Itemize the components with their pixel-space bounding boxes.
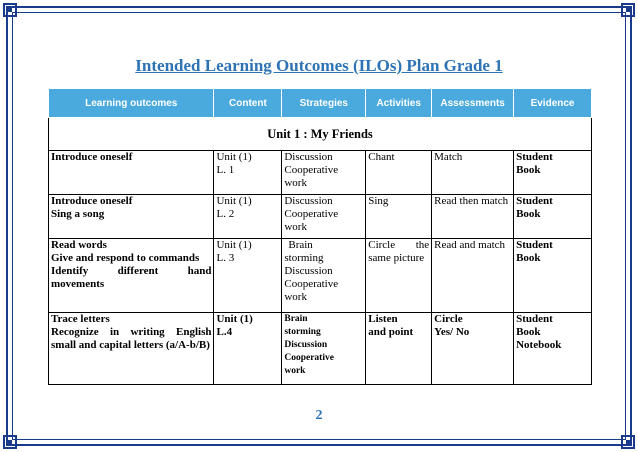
evidence-cell: Student Book — [514, 239, 592, 313]
header-learning-outcomes: Learning outcomes — [49, 89, 214, 118]
table-header-row — [49, 89, 592, 118]
outcome-cell: Read words Give and respond to commands Identify different hand movements — [49, 239, 214, 313]
evidence-cell: Student Book — [514, 151, 592, 195]
assessments-cell: Circle Yes/ No — [432, 313, 514, 385]
table-row — [49, 151, 592, 195]
corner-ornament-icon — [3, 3, 17, 17]
strategies-cell: Discussion Cooperative work — [282, 195, 366, 239]
activities-cell: Circle the same picture — [366, 239, 432, 313]
header-strategies: Strategies — [282, 89, 366, 118]
strategies-cell: Brain storming Discussion Cooperative work — [282, 313, 366, 385]
ilo-plan-table — [48, 88, 592, 385]
outcome-cell: Trace letters Recognize in writing English small and capital letters (a/A-b/B) — [49, 313, 214, 385]
evidence-cell: Student Book Notebook — [514, 313, 592, 385]
content-cell: Unit (1) L. 3 — [214, 239, 282, 313]
corner-ornament-icon — [3, 435, 17, 449]
assessments-cell: Read and match — [432, 239, 514, 313]
evidence-cell: Student Book — [514, 195, 592, 239]
outcome-cell: Introduce oneself Sing a song — [49, 195, 214, 239]
content-cell: Unit (1) L. 2 — [214, 195, 282, 239]
activities-cell: Sing — [366, 195, 432, 239]
strategies-cell: Brain storming Discussion Cooperative work — [282, 239, 366, 313]
activities-cell: Listen and point — [366, 313, 432, 385]
unit-title: Unit 1 : My Friends — [49, 118, 592, 151]
content-cell: Unit (1) L. 1 — [214, 151, 282, 195]
page-number: 2 — [315, 408, 323, 423]
corner-ornament-icon — [621, 3, 635, 17]
assessments-cell: Read then match — [432, 195, 514, 239]
content-cell: Unit (1) L.4 — [214, 313, 282, 385]
table-row — [49, 239, 592, 313]
header-assessments: Assessments — [432, 89, 514, 118]
table-row — [49, 195, 592, 239]
assessments-cell: Match — [432, 151, 514, 195]
header-content: Content — [214, 89, 282, 118]
corner-ornament-icon — [621, 435, 635, 449]
unit-title-row — [49, 118, 592, 151]
header-activities: Activities — [366, 89, 432, 118]
outcome-cell: Introduce oneself — [49, 151, 214, 195]
table-row — [49, 313, 592, 385]
strategies-cell: Discussion Cooperative work — [282, 151, 366, 195]
header-evidence: Evidence — [514, 89, 592, 118]
activities-cell: Chant — [366, 151, 432, 195]
page-title: Intended Learning Outcomes (ILOs) Plan Grade 1 — [135, 56, 503, 75]
